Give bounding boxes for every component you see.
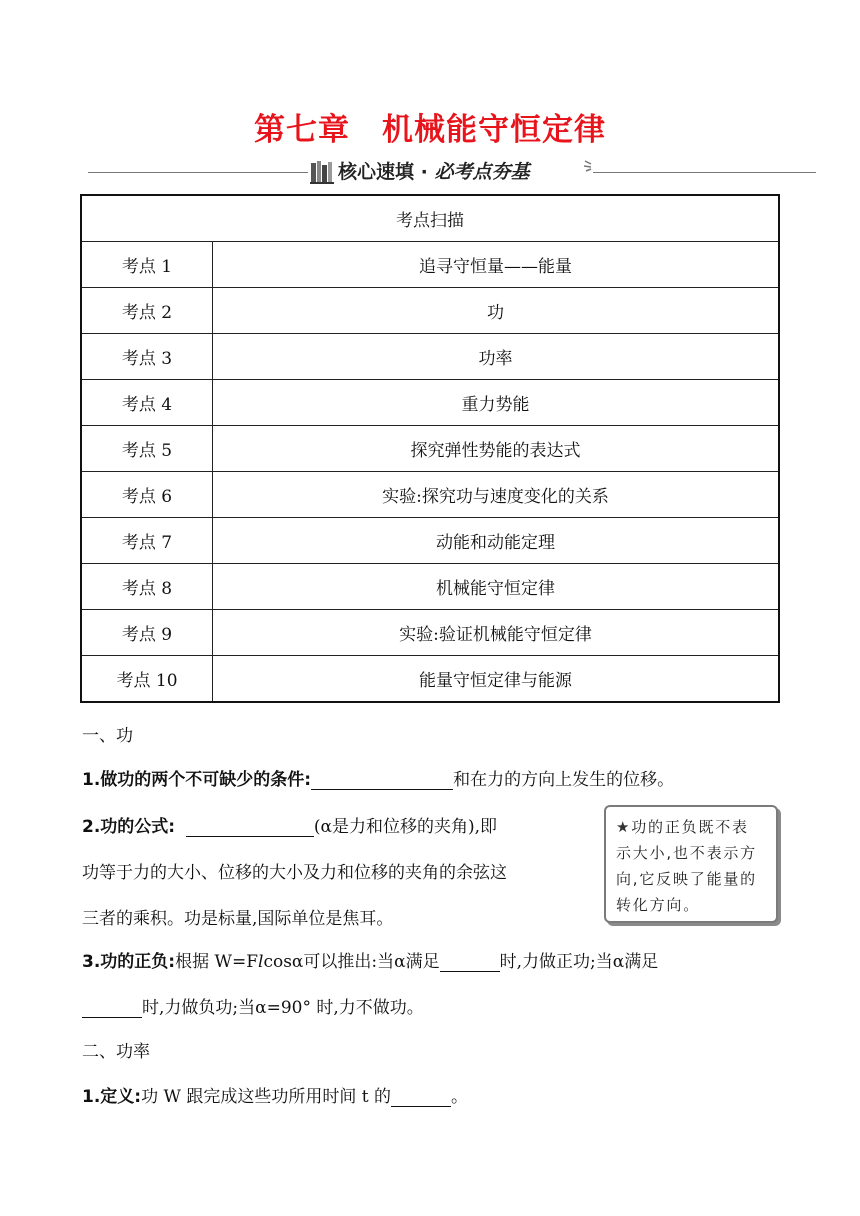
sign-text-c: 时,力做正功;当α满足 <box>499 952 659 972</box>
table-row <box>81 380 779 426</box>
topic-value: 实验:验证机械能守恒定律 <box>213 610 780 656</box>
banner-text-highlight: 必考点夯基 <box>434 161 530 183</box>
conditions-text: 和在力的方向上发生的位移。 <box>453 770 675 790</box>
topic-value: 功率 <box>213 334 780 380</box>
banner-text-plain: 核心速填 · <box>338 161 435 183</box>
table-row <box>81 242 779 288</box>
paragraph-sign-line-2 <box>82 993 424 1018</box>
topic-value: 机械能守恒定律 <box>213 564 780 610</box>
table-row <box>81 472 779 518</box>
topic-key: 考点 8 <box>81 564 213 610</box>
definition-text: 功 W 跟完成这些功所用时间 t 的 <box>141 1087 392 1107</box>
topic-value: 实验:探究功与速度变化的关系 <box>213 472 780 518</box>
answer-blank[interactable] <box>440 953 500 972</box>
paragraph-formula <box>82 812 497 837</box>
table-header-row <box>81 195 779 242</box>
spark-icon <box>583 160 593 172</box>
topic-key: 考点 6 <box>81 472 213 518</box>
note-line: 转化方向。 <box>616 896 701 914</box>
answer-blank[interactable] <box>391 1088 451 1107</box>
topic-value: 追寻守恒量——能量 <box>213 242 780 288</box>
banner-text <box>338 157 529 184</box>
topic-value: 重力势能 <box>213 380 780 426</box>
table-row <box>81 564 779 610</box>
table-row <box>81 610 779 656</box>
banner-rule-right <box>593 172 816 173</box>
topic-scan-table <box>80 194 780 703</box>
star-icon: ★ <box>616 818 632 836</box>
topic-key: 考点 10 <box>81 656 213 703</box>
table-row <box>81 288 779 334</box>
section-banner <box>88 156 816 186</box>
section-heading-power: 二、功率 <box>82 1042 150 1062</box>
topic-key: 考点 7 <box>81 518 213 564</box>
sign-text-b: cosα可以推出:当α满足 <box>263 952 440 972</box>
formula-line-3: 三者的乘积。功是标量,国际单位是焦耳。 <box>82 909 394 929</box>
formula-text: (α是力和位移的夹角),即 <box>313 817 498 837</box>
side-note <box>604 805 778 923</box>
banner-rule-left <box>88 172 308 173</box>
table-row <box>81 656 779 703</box>
topic-key: 考点 1 <box>81 242 213 288</box>
answer-blank[interactable] <box>311 771 453 790</box>
chapter-title: 第七章 机械能守恒定律 <box>254 112 606 148</box>
topic-value: 探究弹性势能的表达式 <box>213 426 780 472</box>
books-icon <box>310 158 334 184</box>
note-text: 功的正负既不表 <box>631 818 749 836</box>
topic-key: 考点 4 <box>81 380 213 426</box>
table-row <box>81 334 779 380</box>
note-line <box>616 814 770 840</box>
note-line: 向,它反映了能量的 <box>616 870 757 888</box>
definition-end: 。 <box>451 1087 469 1107</box>
topic-value: 功 <box>213 288 780 334</box>
sign-text-a: 根据 W=F <box>175 952 259 972</box>
conditions-label: 1.做功的两个不可缺少的条件: <box>82 770 312 790</box>
topic-key: 考点 2 <box>81 288 213 334</box>
paragraph-definition <box>82 1082 468 1107</box>
sign-line-2-text: 时,力做负功;当α=90° 时,力不做功。 <box>142 998 424 1018</box>
section-heading-work: 一、功 <box>82 726 133 746</box>
answer-blank[interactable] <box>186 818 314 837</box>
paragraph-sign <box>82 947 658 972</box>
topic-key: 考点 3 <box>81 334 213 380</box>
formula-label: 2.功的公式: <box>82 817 176 837</box>
note-line: 示大小,也不表示方 <box>616 844 757 862</box>
topic-key: 考点 9 <box>81 610 213 656</box>
table-row <box>81 518 779 564</box>
formula-line-2: 功等于力的大小、位移的大小及力和位移的夹角的余弦这 <box>82 863 507 883</box>
topic-value: 动能和动能定理 <box>213 518 780 564</box>
topic-key: 考点 5 <box>81 426 213 472</box>
definition-label: 1.定义: <box>82 1087 142 1107</box>
table-header: 考点扫描 <box>81 195 779 242</box>
answer-blank[interactable] <box>82 999 142 1018</box>
topic-value: 能量守恒定律与能源 <box>213 656 780 703</box>
sign-label: 3.功的正负: <box>82 952 176 972</box>
table-row <box>81 426 779 472</box>
sign-text-l: l <box>258 952 264 972</box>
paragraph-conditions <box>82 765 674 790</box>
